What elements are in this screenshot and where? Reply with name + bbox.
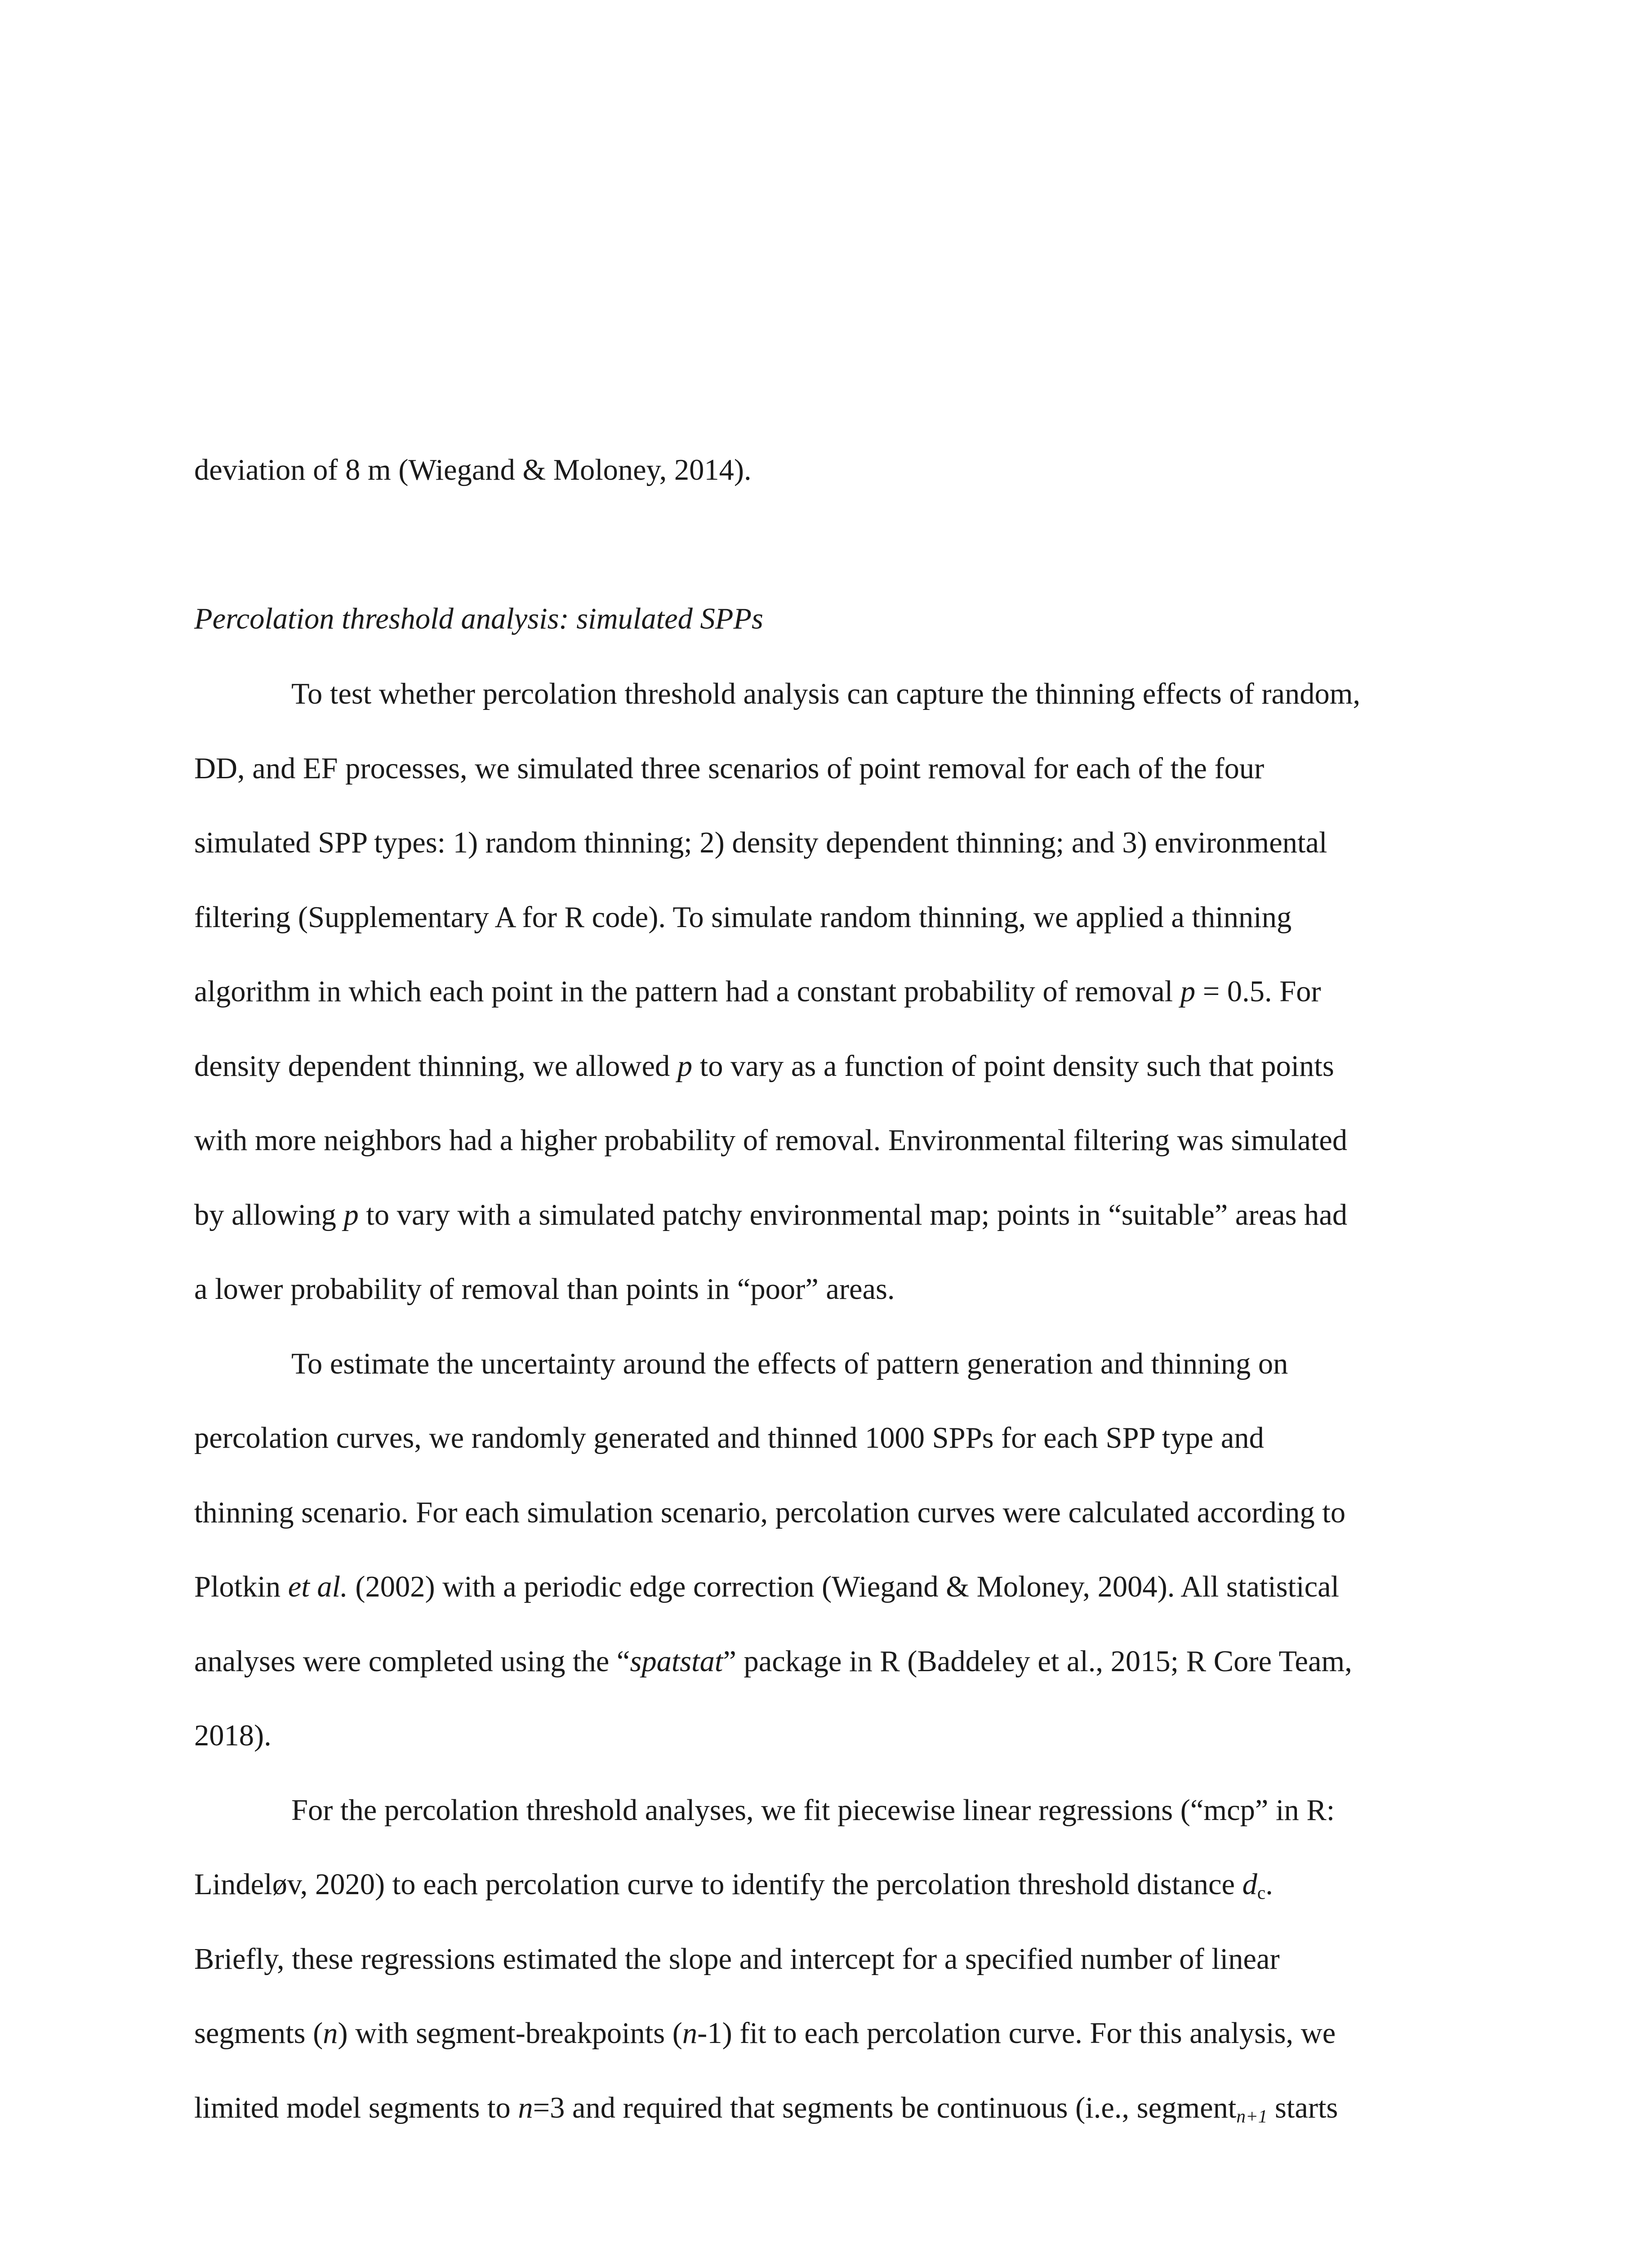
text-line (194, 1625, 1352, 1699)
text-span: with more neighbors had a higher probability of removal. Environmental filtering was simulated (194, 1124, 1348, 1157)
text-span: Plotkin (194, 1570, 288, 1603)
text-line (194, 1178, 1347, 1252)
text-span: segments ( (194, 2017, 323, 2050)
text-span: filtering (Supplementary A for R code). To simulate random thinning, we applied a thinning (194, 901, 1292, 934)
text-line (194, 1699, 272, 1773)
text-span: by allowing (194, 1199, 344, 1231)
variable-p: p (1180, 975, 1196, 1008)
variable-d: d (1242, 1868, 1257, 1901)
variable-n: n (518, 2092, 533, 2124)
text-span: to vary as a function of point density such that points (692, 1050, 1334, 1083)
package-name: spatstat (630, 1645, 723, 1678)
text-span: percolation curves, we randomly generated and thinned 1000 SPPs for each SPP type and (194, 1422, 1264, 1454)
text-line (194, 1550, 1339, 1624)
text-span: a lower probability of removal than points in “poor” areas. (194, 1273, 895, 1306)
section-heading (194, 582, 763, 656)
text-line (194, 1997, 1336, 2070)
text-span: limited model segments to (194, 2092, 518, 2124)
text-span: Briefly, these regressions estimated the slope and intercept for a specified number of linear (194, 1943, 1280, 1976)
text-line (194, 1401, 1264, 1475)
text-span: Lindeløv, 2020) to each percolation curve to identify the percolation threshold distance (194, 1868, 1242, 1901)
variable-n: n (323, 2017, 338, 2050)
text-span: To estimate the uncertainty around the effects of pattern generation and thinning on (291, 1347, 1288, 1380)
text-span: deviation of 8 m (Wiegand & Moloney, 2014). (194, 454, 752, 486)
text-span: = 0.5. For (1195, 975, 1321, 1008)
text-line (194, 955, 1321, 1029)
text-span: 2018). (194, 1719, 272, 1752)
text-span: =3 and required that segments be continuous (i.e., segment (533, 2092, 1237, 2124)
text-span: starts (1267, 2092, 1338, 2124)
text-span: algorithm in which each point in the pattern had a constant probability of removal (194, 975, 1180, 1008)
text-line (194, 1476, 1345, 1550)
text-span: ” package in R (Baddeley et al., 2015; R Core Team, (723, 1645, 1352, 1678)
text-line (291, 1327, 1288, 1401)
subscript-n-plus-1: n+1 (1236, 2105, 1268, 2127)
variable-p: p (343, 1199, 359, 1231)
text-line (194, 1253, 895, 1326)
text-span: density dependent thinning, we allowed (194, 1050, 677, 1083)
text-span: DD, and EF processes, we simulated three scenarios of point removal for each of the four (194, 752, 1265, 785)
text-line (291, 657, 1360, 731)
text-line (194, 1922, 1280, 1996)
text-line (194, 732, 1264, 806)
text-line (194, 433, 752, 507)
text-span: For the percolation threshold analyses, we fit piecewise linear regressions (“mcp” in R: (291, 1794, 1335, 1827)
text-line (194, 1104, 1347, 1178)
text-line (291, 1774, 1335, 1847)
variable-n: n (682, 2017, 698, 2050)
text-span: (2002) with a periodic edge correction (Wiegand & Moloney, 2004). All statistical (347, 1570, 1340, 1603)
subscript-c: c (1257, 1882, 1266, 1903)
text-line (194, 881, 1291, 955)
text-span: thinning scenario. For each simulation scenario, percolation curves were calculated according to (194, 1496, 1346, 1529)
text-line (194, 1030, 1334, 1103)
section-heading-text: Percolation threshold analysis: simulated SPPs (194, 602, 763, 635)
text-line (194, 806, 1327, 880)
text-span: analyses were completed using the “ (194, 1645, 630, 1678)
text-span: To test whether percolation threshold analysis can capture the thinning effects of random, (291, 678, 1361, 710)
text-line (194, 2071, 1338, 2145)
text-span: . (1265, 1868, 1273, 1901)
citation-et-al: et al. (288, 1570, 348, 1603)
text-line (194, 1848, 1273, 1922)
text-span: to vary with a simulated patchy environmental map; points in “suitable” areas had (358, 1199, 1348, 1231)
text-span: -1) fit to each percolation curve. For this analysis, we (697, 2017, 1336, 2050)
text-span: ) with segment-breakpoints ( (338, 2017, 682, 2050)
text-span: simulated SPP types: 1) random thinning; 2) density dependent thinning; and 3) environmental (194, 826, 1327, 859)
variable-p: p (677, 1050, 693, 1083)
